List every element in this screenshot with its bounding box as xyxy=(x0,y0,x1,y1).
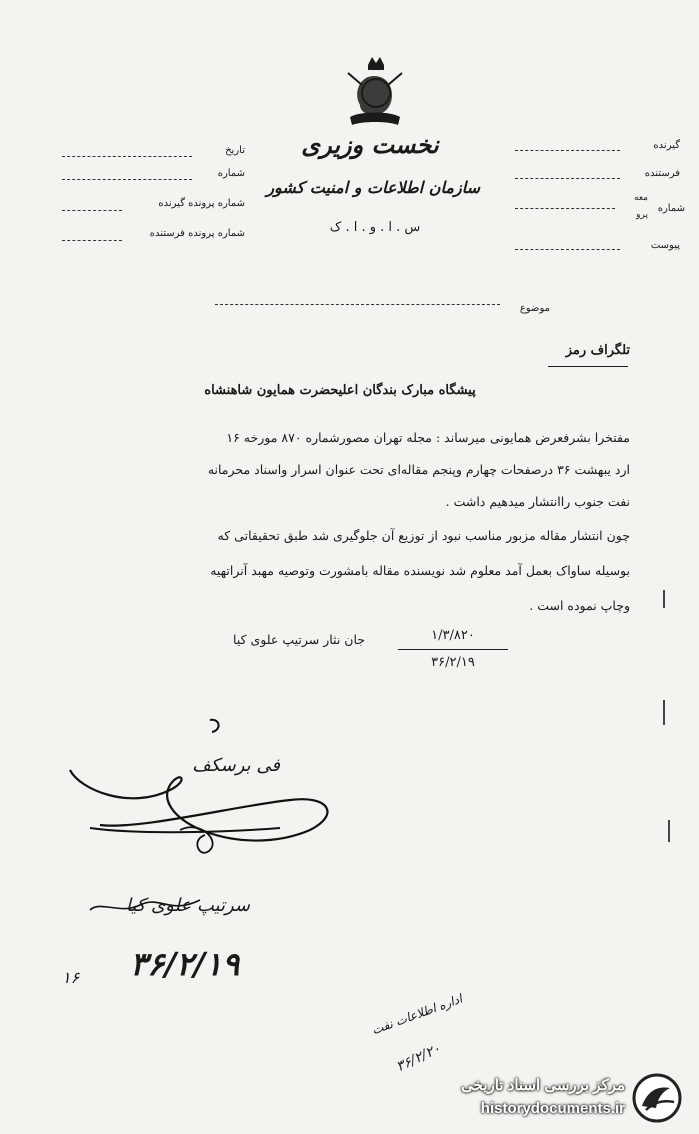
lion-and-sun-emblem-icon xyxy=(340,55,410,135)
field-recipient-file-line xyxy=(62,210,122,211)
field-sender-file-line xyxy=(62,240,122,241)
field-ref-number-label: شماره xyxy=(657,203,685,214)
handwritten-note-top: فی برسکف xyxy=(192,755,280,776)
field-recipient-file-label: شماره پرونده گیرنده xyxy=(158,198,245,209)
field-attachment-line xyxy=(515,249,620,250)
body-line-2: ارد یبهشت ۳۶ درصفحات چهارم وپنجم مقاله‌ای تحت عنوان اسرار واسناد محرمانه xyxy=(207,462,630,477)
org-subtitle: سازمان اطلاعات و امنیت کشور xyxy=(266,178,480,197)
handwritten-date-large: ۳۶/۲/۱۹ xyxy=(130,945,240,983)
field-number-label: شماره xyxy=(217,168,245,179)
body-line-3: نفت جنوب راانتشار میدهیم داشت . xyxy=(445,494,630,509)
body-line-4: چون انتشار مقاله مزبور مناسب نبود از توزیع آن جلوگیری شد طبق تحقیقاتی که xyxy=(217,528,630,543)
subject-line xyxy=(215,304,500,305)
book-pages-logo-icon xyxy=(628,1072,686,1124)
field-date-line xyxy=(62,156,192,157)
margin-tick xyxy=(663,590,665,608)
field-number-line xyxy=(62,179,192,180)
reference-date: ۳۶/۲/۱۹ xyxy=(431,655,475,670)
field-receiver-label: گیرنده xyxy=(653,140,680,151)
field-date-label: تاریخ xyxy=(225,145,245,156)
field-attachment-label: پیوست xyxy=(650,240,680,251)
field-sender-label: فرستنده xyxy=(644,168,680,179)
addressee-line: پیشگاه مبارک بندگان اعلیحضرت همایون شاهنشاه xyxy=(204,383,476,398)
subject-label: موضوع xyxy=(519,303,550,314)
field-ref-number-line xyxy=(515,208,615,209)
body-line-6: وچاپ نموده است . xyxy=(529,598,630,613)
margin-tick xyxy=(668,820,670,842)
field-ref-number-sub-top: معه xyxy=(634,193,648,203)
signature-line: جان نثار سرتیپ علوی کیا xyxy=(233,632,365,647)
reference-number: ۱/۳/۸۲۰ xyxy=(431,628,475,643)
watermark-url: historydocuments.ir xyxy=(480,1100,625,1117)
org-abbrev: س . ا . و . ا . ک xyxy=(329,220,421,235)
field-sender-file-label: شماره پرونده فرستنده xyxy=(149,228,245,239)
handwritten-signature-name: سرتیپ علوی کیا xyxy=(125,895,250,916)
telegram-type-underline xyxy=(548,366,628,367)
handwritten-margin-note: ۱۶ xyxy=(62,968,80,987)
body-line-5: بوسیله ساواک بعمل آمد معلوم شد نویسنده مقاله بامشورت وتوصیه مهبد آنراتهیه xyxy=(210,563,630,578)
margin-tick xyxy=(663,700,665,725)
body-line-1: مفتخرا بشرفعرض همایونی میرساند : مجله تهران مصورشماره ۸۷۰ مورخه ۱۶ xyxy=(226,430,630,445)
org-title: نخست وزیری xyxy=(301,130,439,159)
field-receiver-line xyxy=(515,150,620,151)
handwritten-bottom-date: ۳۶/۲/۲۰ xyxy=(393,1040,444,1076)
field-sender-line xyxy=(515,178,620,179)
field-ref-number-sub-bottom: پرو xyxy=(636,210,648,220)
handwritten-bottom-note: اداره اطلاعات نفت xyxy=(369,991,465,1038)
watermark-site-name: مرکز بررسی اسناد تاریخی xyxy=(461,1077,625,1094)
reference-divider xyxy=(398,649,508,650)
telegram-type-label: تلگراف رمز xyxy=(565,343,630,358)
